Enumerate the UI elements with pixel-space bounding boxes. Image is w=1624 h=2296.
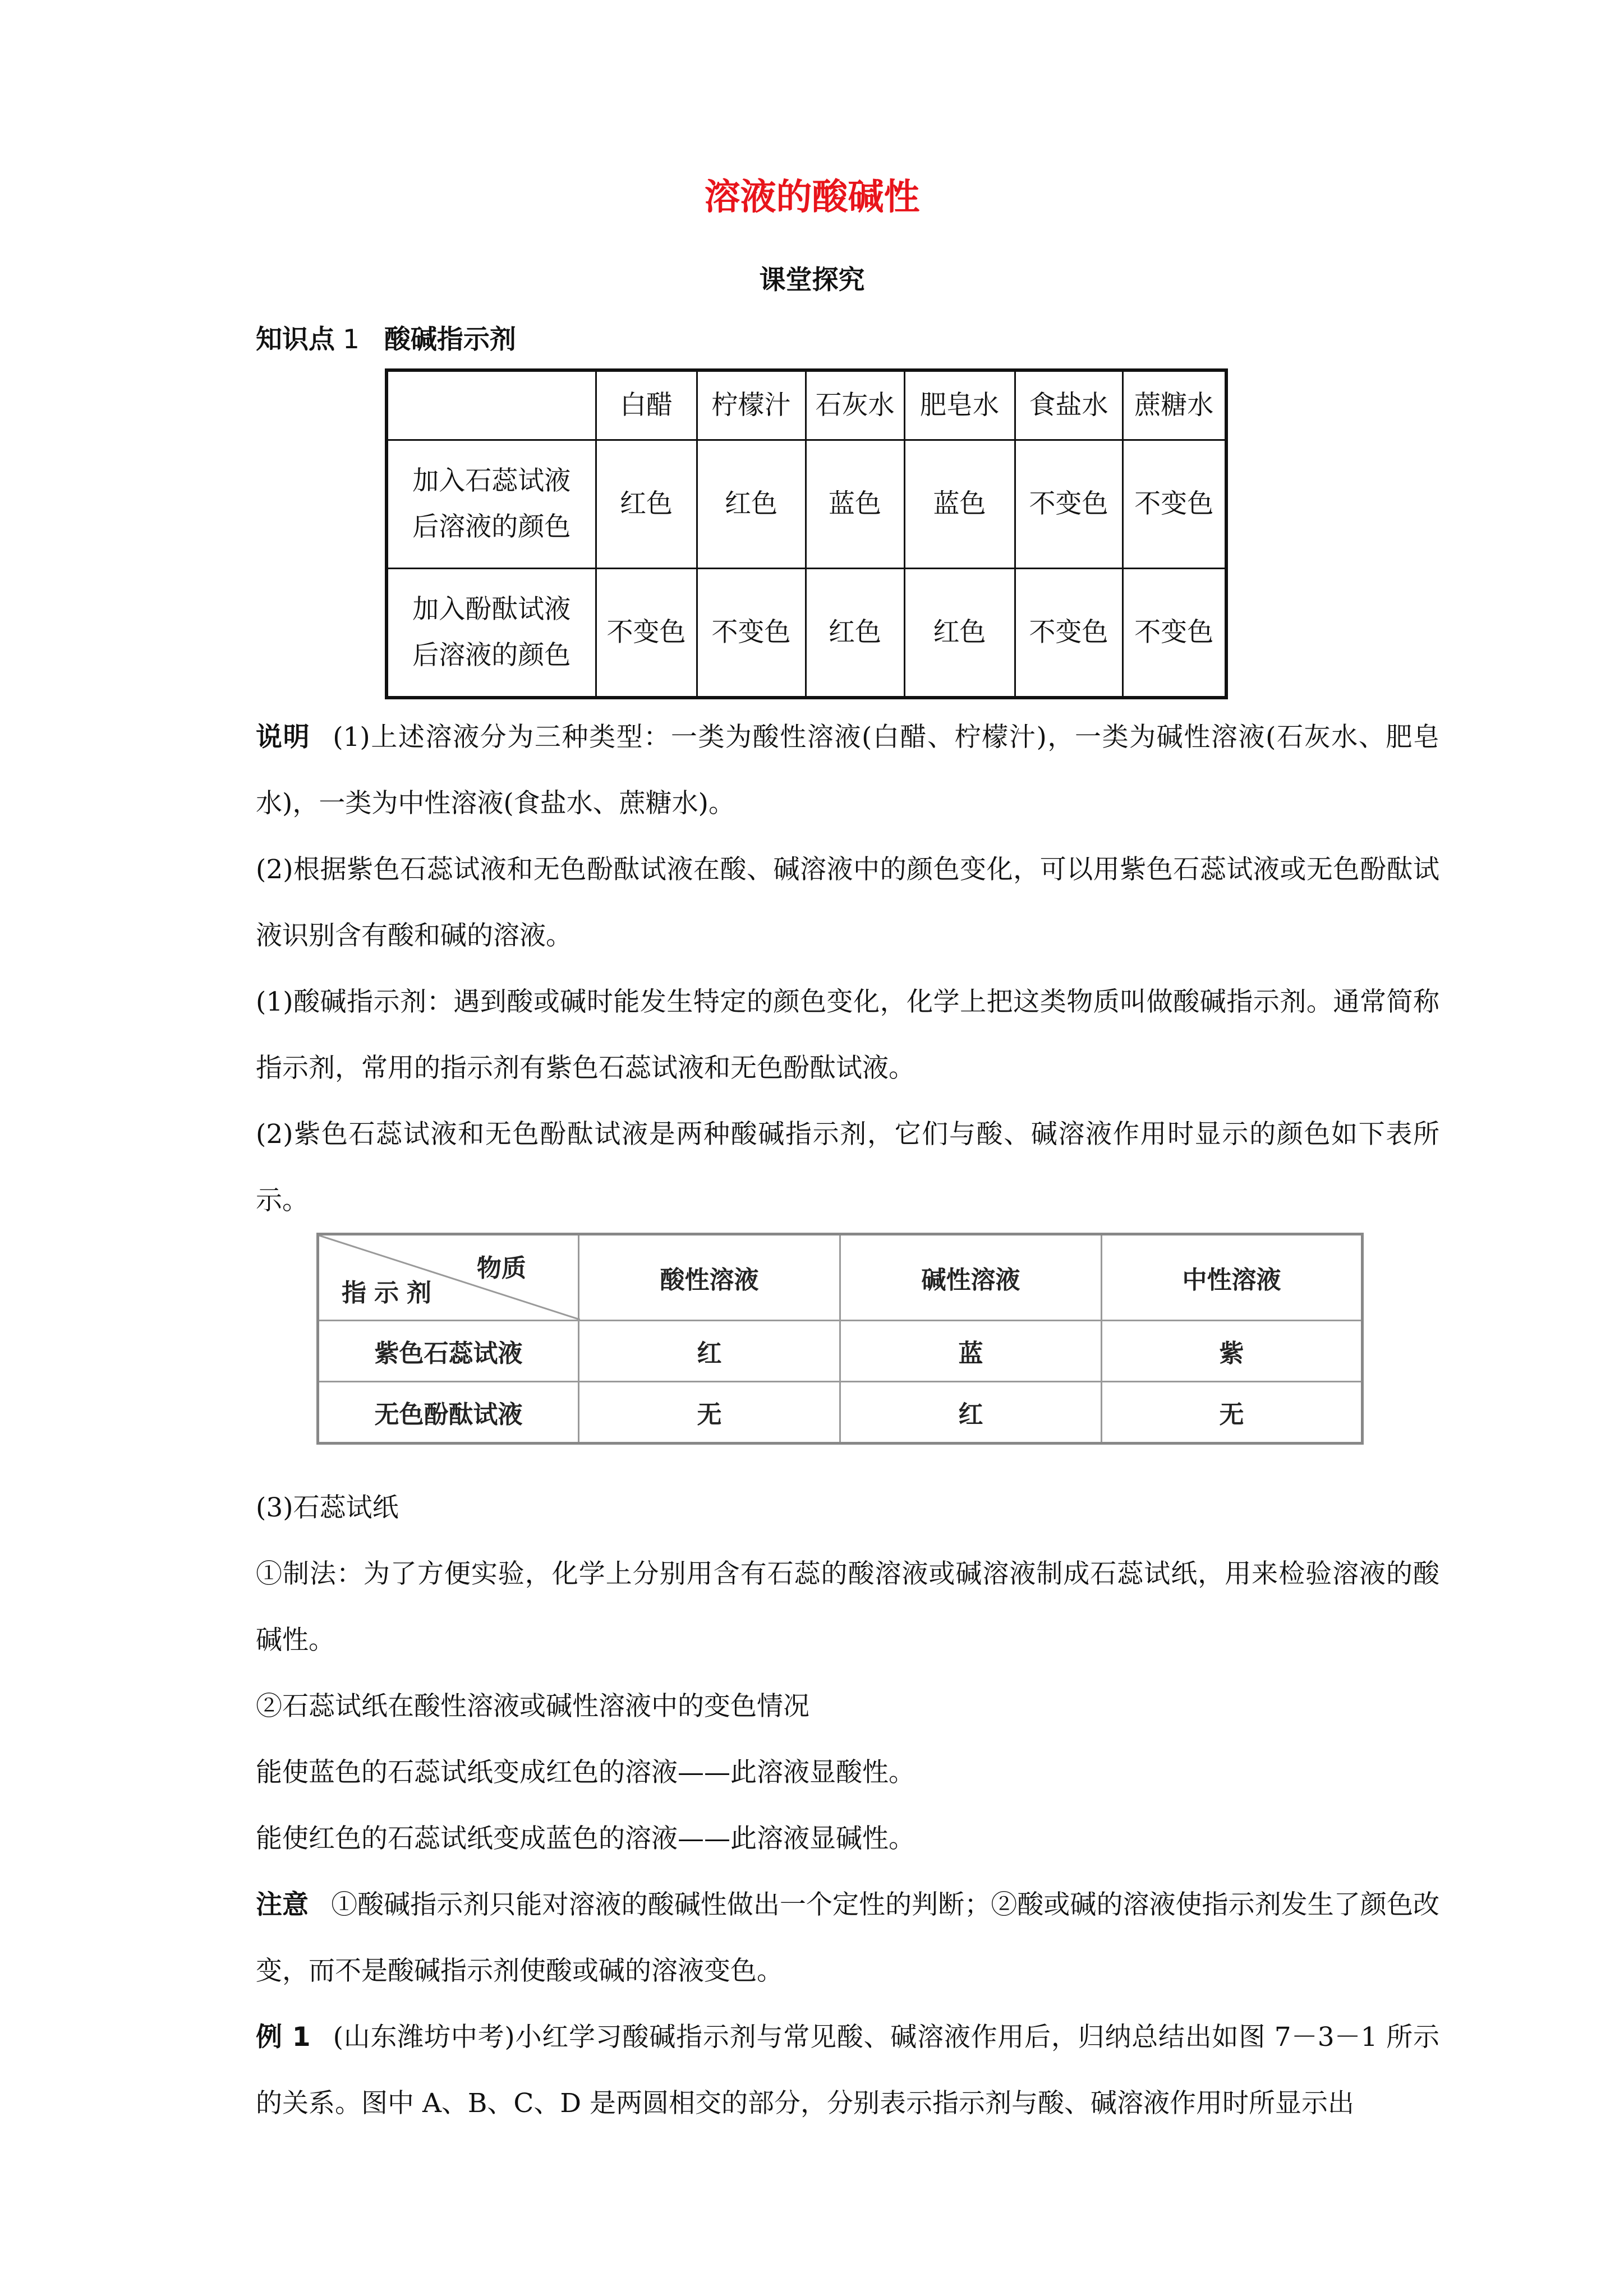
row-label-line: 加入石蕊试液 xyxy=(412,465,571,496)
table-cell: 不变色 xyxy=(596,569,697,698)
diagonal-header-cell xyxy=(318,1234,579,1321)
page-title: 溶液的酸碱性 xyxy=(704,177,920,218)
table-cell: 不变色 xyxy=(1122,569,1226,698)
table-cell: 不变色 xyxy=(1122,440,1226,569)
table-cell: 红 xyxy=(840,1382,1102,1444)
explanation-paragraph-4: (2)紫色石蕊试液和无色酚酞试液是两种酸碱指示剂，它们与酸、碱溶液作用时显示的颜色如下表所示。 xyxy=(256,1119,1439,1216)
table-cell: 红色 xyxy=(904,569,1015,698)
row-label xyxy=(387,440,596,569)
indicator-color-table xyxy=(385,368,1228,699)
table-cell: 红色 xyxy=(697,440,806,569)
table-cell: 不变色 xyxy=(1015,569,1122,698)
table-header-cell: 肥皂水 xyxy=(904,370,1015,440)
litmus-paragraph-3: 能使蓝色的石蕊试纸变成红色的溶液——此溶液显酸性。 xyxy=(256,1757,915,1788)
row-label-line: 后溶液的颜色 xyxy=(412,511,571,542)
table-header-cell xyxy=(387,370,596,440)
table-cell: 红色 xyxy=(806,569,904,698)
table-header-cell: 柠檬汁 xyxy=(697,370,806,440)
corner-bottom-label: 指示剂 xyxy=(342,1279,439,1307)
section-subtitle: 课堂探究 xyxy=(759,265,865,296)
table-cell: 红色 xyxy=(596,440,697,569)
table-header-cell: 蔗糖水 xyxy=(1122,370,1226,440)
table-header-cell: 酸性溶液 xyxy=(579,1234,840,1321)
example-keyword: 例 1 xyxy=(256,2022,311,2053)
table-cell: 蓝 xyxy=(840,1321,1102,1382)
table-cell: 蓝色 xyxy=(806,440,904,569)
explanation-keyword: 说明 xyxy=(256,722,311,753)
row-label: 无色酚酞试液 xyxy=(318,1382,579,1444)
explanation-paragraph-1 xyxy=(256,704,1439,837)
table-header-cell: 中性溶液 xyxy=(1102,1234,1363,1321)
row-label-line: 后溶液的颜色 xyxy=(412,640,571,671)
knowledge-point-prefix: 知识点 xyxy=(256,324,335,355)
table-row xyxy=(387,440,1226,569)
litmus-paragraph-1: ①制法：为了方便实验，化学上分别用含有石蕊的酸溶液或碱溶液制成石蕊试纸，用来检验溶液的酸碱性。 xyxy=(256,1559,1439,1656)
litmus-title: (3)石蕊试纸 xyxy=(256,1492,399,1523)
indicator-summary-table xyxy=(316,1233,1364,1445)
litmus-paragraph-2: ②石蕊试纸在酸性溶液或碱性溶液中的变色情况 xyxy=(256,1691,809,1722)
table-header-cell: 食盐水 xyxy=(1015,370,1122,440)
knowledge-point-number: 1 xyxy=(343,324,360,355)
table-cell: 紫 xyxy=(1102,1321,1363,1382)
table-header-row xyxy=(318,1234,1363,1321)
explanation-paragraph-3: (1)酸碱指示剂：遇到酸或碱时能发生特定的颜色变化，化学上把这类物质叫做酸碱指示剂。通常简称指示剂，常用的指示剂有紫色石蕊试液和无色酚酞试液。 xyxy=(256,986,1439,1084)
table-row xyxy=(387,569,1226,698)
table-cell: 蓝色 xyxy=(904,440,1015,569)
table-header-cell: 碱性溶液 xyxy=(840,1234,1102,1321)
knowledge-point-heading xyxy=(256,319,516,356)
example-text: (山东潍坊中考)小红学习酸碱指示剂与常见酸、碱溶液作用后，归纳总结出如图 7－3－1 所示的关系。图中 A、B、C、D 是两圆相交的部分，分别表示指示剂与酸、碱溶液作用时所显示出 xyxy=(256,2022,1439,2119)
row-label: 紫色石蕊试液 xyxy=(318,1321,579,1382)
table-cell: 不变色 xyxy=(1015,440,1122,569)
knowledge-point-name: 酸碱指示剂 xyxy=(384,324,516,355)
example-paragraph xyxy=(256,2004,1439,2137)
table-cell: 红 xyxy=(579,1321,840,1382)
explanation-text-1: (1)上述溶液分为三种类型：一类为酸性溶液(白醋、柠檬汁)，一类为碱性溶液(石灰水、肥皂水)，一类为中性溶液(食盐水、蔗糖水)。 xyxy=(256,722,1439,819)
corner-top-label: 物质 xyxy=(477,1254,526,1283)
note-text: ①酸碱指示剂只能对溶液的酸碱性做出一个定性的判断；②酸或碱的溶液使指示剂发生了颜色改变，而不是酸碱指示剂使酸或碱的溶液变色。 xyxy=(256,1889,1439,1986)
table-cell: 无 xyxy=(1102,1382,1363,1444)
table-cell: 无 xyxy=(579,1382,840,1444)
row-label-line: 加入酚酞试液 xyxy=(412,593,571,625)
explanation-paragraph-2: (2)根据紫色石蕊试液和无色酚酞试液在酸、碱溶液中的颜色变化，可以用紫色石蕊试液或无色酚酞试液识别含有酸和碱的溶液。 xyxy=(256,854,1439,951)
table-header-row xyxy=(387,370,1226,440)
table-header-cell: 石灰水 xyxy=(806,370,904,440)
table-cell: 不变色 xyxy=(697,569,806,698)
note-paragraph xyxy=(256,1872,1439,2004)
note-keyword: 注意 xyxy=(256,1889,309,1920)
table-header-cell: 白醋 xyxy=(596,370,697,440)
table-row xyxy=(318,1321,1363,1382)
row-label xyxy=(387,569,596,698)
table-row xyxy=(318,1382,1363,1444)
litmus-paragraph-4: 能使红色的石蕊试纸变成蓝色的溶液——此溶液显碱性。 xyxy=(256,1823,915,1854)
